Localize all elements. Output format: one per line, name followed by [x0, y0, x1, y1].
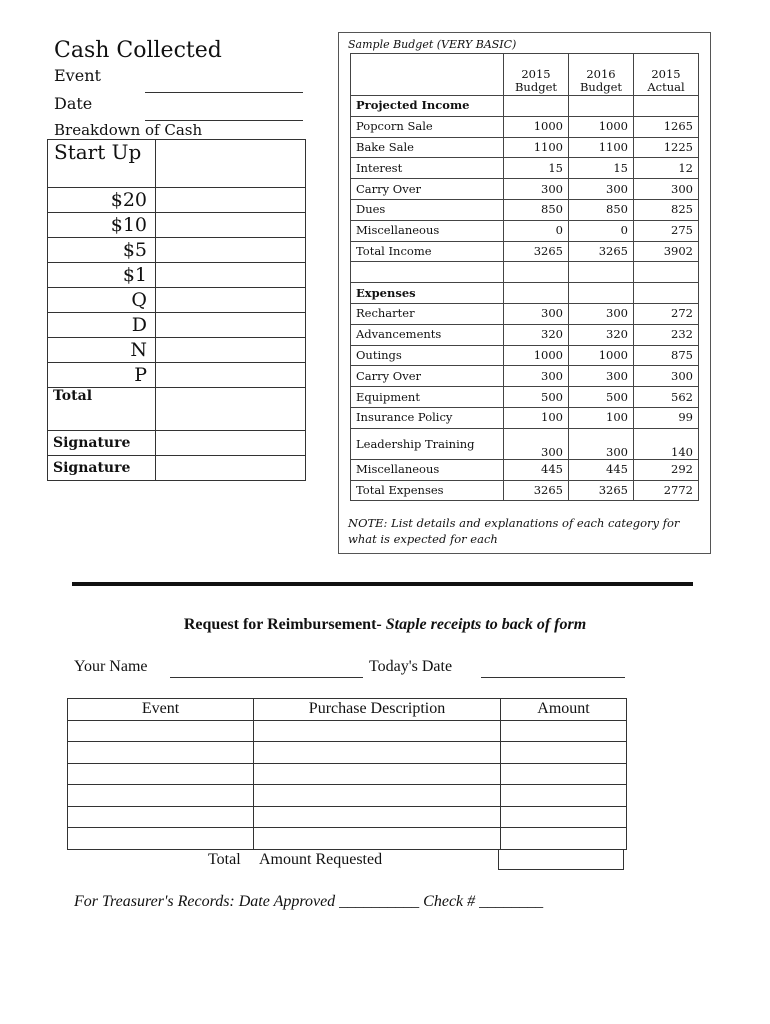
signature-field[interactable] [156, 431, 306, 456]
budget-column-header: 2016 Budget [569, 54, 634, 96]
budget-value-cell: 1100 [569, 137, 634, 158]
reimbursement-title-text: Request for Reimbursement- [183, 616, 382, 633]
budget-value-cell: 0 [569, 220, 634, 241]
budget-value-cell: 562 [634, 387, 699, 408]
table-row [68, 763, 627, 785]
budget-row-label: Equipment [351, 387, 504, 408]
budget-row-label: Bake Sale [351, 137, 504, 158]
denomination-field[interactable] [156, 363, 306, 388]
budget-row-label: Advancements [351, 324, 504, 345]
denomination-field[interactable] [156, 338, 306, 363]
budget-value-cell: 300 [504, 428, 569, 459]
budget-row-label: Dues [351, 199, 504, 220]
event-field[interactable] [145, 76, 303, 93]
treasurer-records-line: For Treasurer's Records: Date Approved __________ Check # ________ [74, 893, 544, 910]
budget-row-label: Total Income [351, 241, 504, 262]
cash-breakdown-table [47, 139, 306, 481]
table-row [68, 806, 627, 828]
budget-row-label: Insurance Policy [351, 407, 504, 428]
budget-value-cell: 300 [569, 366, 634, 387]
budget-row [351, 387, 699, 408]
budget-row [351, 199, 699, 220]
budget-row-label: Miscellaneous [351, 459, 504, 480]
expense-rows [351, 303, 699, 500]
denomination-field[interactable] [156, 188, 306, 213]
budget-value-cell: 15 [569, 158, 634, 179]
event-cell[interactable] [68, 742, 254, 764]
total-field[interactable] [156, 388, 306, 431]
budget-row-label: Carry Over [351, 366, 504, 387]
budget-value-cell: 300 [504, 179, 569, 200]
budget-row-label: Miscellaneous [351, 220, 504, 241]
event-label: Event [54, 66, 101, 85]
budget-value-cell: 3265 [504, 241, 569, 262]
budget-row [351, 179, 699, 200]
start-up-label: Start Up [48, 140, 156, 188]
denomination-label: $5 [48, 238, 156, 263]
budget-row-label: Total Expenses [351, 480, 504, 501]
amount-cell[interactable] [501, 720, 627, 742]
amount-cell[interactable] [501, 828, 627, 850]
budget-value-cell: 100 [504, 407, 569, 428]
budget-row [351, 303, 699, 324]
budget-value-cell: 500 [569, 387, 634, 408]
budget-value-cell: 275 [634, 220, 699, 241]
denomination-label: D [48, 313, 156, 338]
amount-requested-label: Amount Requested [259, 851, 383, 868]
budget-header-blank [351, 54, 504, 96]
date-label: Date [54, 94, 93, 113]
budget-value-cell: 300 [504, 303, 569, 324]
todays-date-label: Today's Date [369, 658, 453, 675]
denomination-field[interactable] [156, 288, 306, 313]
cash-collected-title: Cash Collected [54, 38, 222, 63]
description-cell[interactable] [254, 720, 501, 742]
sample-budget-title: Sample Budget (VERY BASIC) [348, 38, 517, 51]
purchase-description-column-header: Purchase Description [254, 699, 501, 721]
budget-row [351, 366, 699, 387]
budget-value-cell: 1000 [569, 345, 634, 366]
date-field[interactable] [145, 104, 303, 121]
budget-column-header: 2015 Budget [504, 54, 569, 96]
your-name-label: Your Name [74, 658, 148, 675]
budget-value-cell: 300 [634, 366, 699, 387]
amount-cell[interactable] [501, 763, 627, 785]
budget-value-cell: 1000 [504, 116, 569, 137]
budget-note: NOTE: List details and explanations of each category for what is expected for each [348, 516, 680, 546]
section-divider [72, 582, 693, 586]
todays-date-field[interactable] [481, 660, 625, 678]
budget-value-cell: 300 [504, 366, 569, 387]
description-cell[interactable] [254, 763, 501, 785]
budget-value-cell: 3265 [569, 241, 634, 262]
budget-row [351, 480, 699, 501]
budget-row-label: Carry Over [351, 179, 504, 200]
budget-value-cell: 3265 [504, 480, 569, 501]
budget-value-cell: 3265 [569, 480, 634, 501]
total-amount-field[interactable] [498, 849, 624, 870]
budget-value-cell: 232 [634, 324, 699, 345]
budget-value-cell: 140 [634, 428, 699, 459]
budget-column-header: 2015 Actual [634, 54, 699, 96]
budget-value-cell: 292 [634, 459, 699, 480]
budget-value-cell: 1000 [569, 116, 634, 137]
description-cell[interactable] [254, 828, 501, 850]
table-row [68, 742, 627, 764]
denomination-field[interactable] [156, 263, 306, 288]
denomination-field[interactable] [156, 313, 306, 338]
amount-cell[interactable] [501, 806, 627, 828]
budget-row [351, 241, 699, 262]
signature-field[interactable] [156, 456, 306, 481]
budget-row [351, 345, 699, 366]
budget-value-cell: 300 [569, 428, 634, 459]
event-cell[interactable] [68, 785, 254, 807]
denomination-label: P [48, 363, 156, 388]
denomination-label: $1 [48, 263, 156, 288]
budget-value-cell: 3902 [634, 241, 699, 262]
total-label: Total [48, 388, 156, 431]
denomination-field[interactable] [156, 213, 306, 238]
income-section-header: Projected Income [351, 96, 504, 117]
budget-row-label: Popcorn Sale [351, 116, 504, 137]
denomination-label: N [48, 338, 156, 363]
amount-cell[interactable] [501, 785, 627, 807]
start-up-field[interactable] [156, 140, 306, 188]
budget-value-cell: 320 [569, 324, 634, 345]
denomination-label: Q [48, 288, 156, 313]
budget-row [351, 158, 699, 179]
total-amount-label: Total [208, 851, 241, 868]
budget-value-cell: 825 [634, 199, 699, 220]
budget-value-cell: 272 [634, 303, 699, 324]
budget-value-cell: 320 [504, 324, 569, 345]
table-row [68, 828, 627, 850]
budget-value-cell: 1225 [634, 137, 699, 158]
event-cell[interactable] [68, 806, 254, 828]
description-cell[interactable] [254, 785, 501, 807]
amount-column-header: Amount [501, 699, 627, 721]
budget-value-cell: 1100 [504, 137, 569, 158]
budget-value-cell: 850 [504, 199, 569, 220]
amount-cell[interactable] [501, 742, 627, 764]
signature-label: Signature [48, 431, 156, 456]
budget-row [351, 459, 699, 480]
budget-value-cell: 445 [569, 459, 634, 480]
budget-value-cell: 850 [569, 199, 634, 220]
denomination-label: $10 [48, 213, 156, 238]
breakdown-label: Breakdown of Cash [54, 121, 203, 139]
income-rows [351, 116, 699, 262]
budget-row-label: Recharter [351, 303, 504, 324]
budget-value-cell: 15 [504, 158, 569, 179]
budget-row [351, 220, 699, 241]
signature-label: Signature [48, 456, 156, 481]
description-cell[interactable] [254, 742, 501, 764]
budget-value-cell: 12 [634, 158, 699, 179]
event-cell[interactable] [68, 828, 254, 850]
budget-value-cell: 300 [569, 179, 634, 200]
blank-row [351, 262, 504, 283]
reimbursement-table [67, 698, 627, 850]
event-cell[interactable] [68, 720, 254, 742]
table-row [68, 785, 627, 807]
budget-value-cell: 99 [634, 407, 699, 428]
budget-value-cell: 875 [634, 345, 699, 366]
budget-value-cell: 0 [504, 220, 569, 241]
description-cell[interactable] [254, 806, 501, 828]
your-name-field[interactable] [170, 660, 363, 678]
budget-row [351, 116, 699, 137]
denomination-label: $20 [48, 188, 156, 213]
budget-value-cell: 300 [569, 303, 634, 324]
event-column-header: Event [68, 699, 254, 721]
budget-value-cell: 445 [504, 459, 569, 480]
expenses-section-header: Expenses [351, 283, 504, 304]
budget-row [351, 324, 699, 345]
budget-value-cell: 1265 [634, 116, 699, 137]
budget-value-cell: 500 [504, 387, 569, 408]
table-row [68, 720, 627, 742]
reimbursement-title-note: Staple receipts to back of form [385, 616, 587, 633]
denomination-field[interactable] [156, 238, 306, 263]
sample-budget-table [350, 53, 699, 501]
event-cell[interactable] [68, 763, 254, 785]
budget-value-cell: 2772 [634, 480, 699, 501]
budget-row [351, 428, 699, 459]
budget-row-label: Interest [351, 158, 504, 179]
reimbursement-title [0, 616, 770, 634]
budget-value-cell: 300 [634, 179, 699, 200]
budget-row-label: Outings [351, 345, 504, 366]
budget-row [351, 407, 699, 428]
budget-row [351, 137, 699, 158]
budget-row-label: Leadership Training [351, 428, 504, 459]
budget-value-cell: 100 [569, 407, 634, 428]
budget-value-cell: 1000 [504, 345, 569, 366]
